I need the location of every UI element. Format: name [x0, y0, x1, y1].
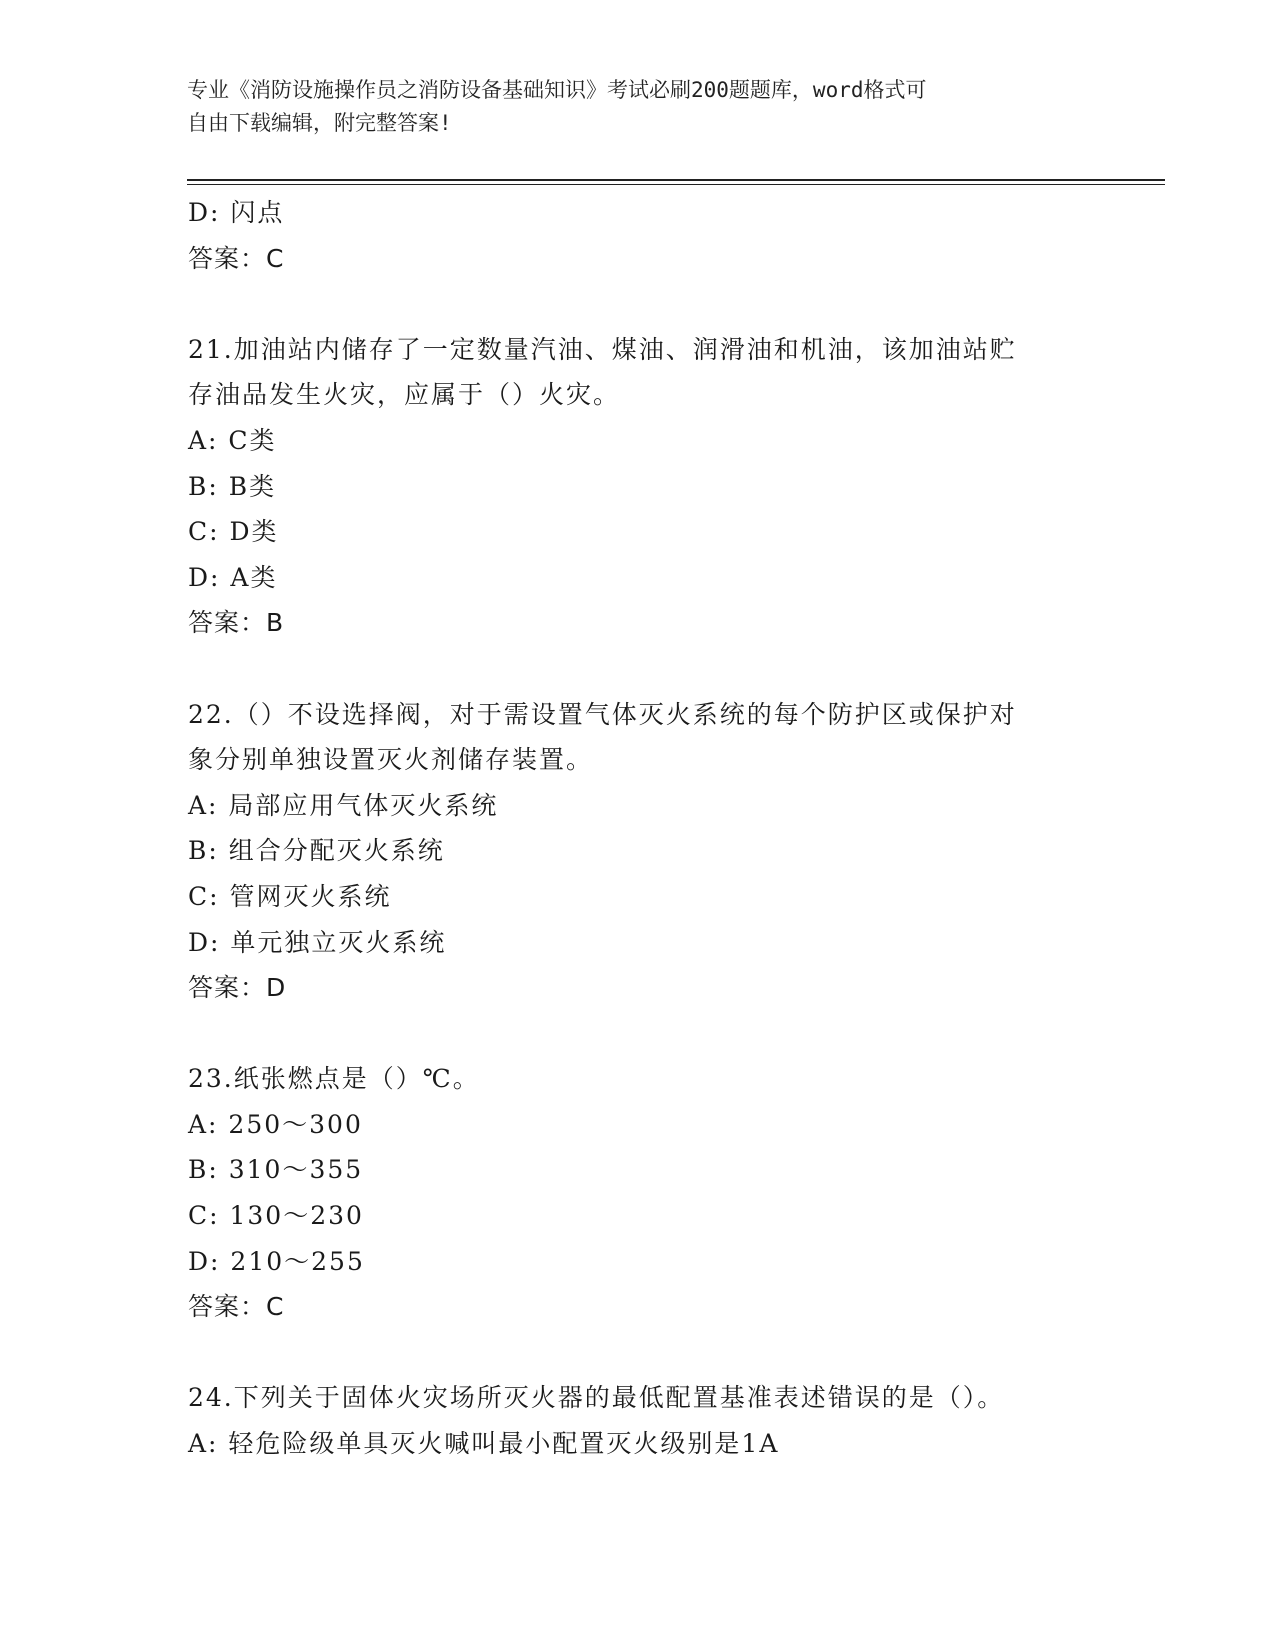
question-stem-cont: 象分别单独设置灭火剂储存装置。 [188, 745, 594, 775]
prev-option-d: D: 闪点 [188, 198, 285, 227]
question-stem-cont: 存油品发生火灾，应属于（）火灾。 [188, 380, 621, 410]
question-stem: 21.加油站内储存了一定数量汽油、煤油、润滑油和机油，该加油站贮 [188, 334, 1017, 364]
option-c: C: 管网灭火系统 [188, 881, 392, 911]
header-line-1: 专业《消防设施操作员之消防设备基础知识》考试必刷200题题库，word格式可 [187, 78, 927, 102]
document-header [187, 74, 1067, 140]
option-b: B: 310～355 [188, 1155, 364, 1185]
question-stem: 23.纸张燃点是（）℃。 [188, 1064, 480, 1094]
header-rule-bottom [187, 184, 1165, 185]
option-a: A: 250～300 [188, 1109, 363, 1139]
option-b: B: B类 [188, 471, 277, 501]
spacer [188, 281, 1088, 327]
prev-answer: 答案：C [188, 243, 285, 273]
answer: 答案：C [188, 1292, 285, 1322]
answer: 答案：B [188, 608, 285, 638]
option-d: D: 210～255 [188, 1246, 365, 1276]
spacer [188, 646, 1088, 692]
document-body [188, 190, 1088, 1467]
option-b: B: 组合分配灭火系统 [188, 836, 445, 866]
question-stem: 24.下列关于固体火灾场所灭火器的最低配置基准表述错误的是（）。 [188, 1383, 1005, 1413]
question-22 [188, 692, 1088, 1011]
option-c: C: 130～230 [188, 1201, 364, 1231]
option-a: A: 轻危险级单具灭火喊叫最小配置灭火级别是1A [188, 1429, 780, 1459]
option-a: A: C类 [188, 425, 277, 455]
answer: 答案：D [188, 973, 287, 1003]
question-stem: 22.（）不设选择阀，对于需设置气体灭火系统的每个防护区或保护对 [188, 699, 1017, 729]
option-d: D: A类 [188, 562, 278, 592]
question-23 [188, 1056, 1088, 1330]
option-a: A: 局部应用气体灭火系统 [188, 790, 499, 820]
option-c: C: D类 [188, 517, 279, 547]
header-rule-top [187, 179, 1165, 181]
question-21 [188, 327, 1088, 646]
question-24 [188, 1375, 1088, 1466]
option-d: D: 单元独立灭火系统 [188, 927, 447, 957]
spacer [188, 1011, 1088, 1057]
spacer [188, 1330, 1088, 1376]
header-line-2: 自由下载编辑，附完整答案! [187, 111, 452, 135]
